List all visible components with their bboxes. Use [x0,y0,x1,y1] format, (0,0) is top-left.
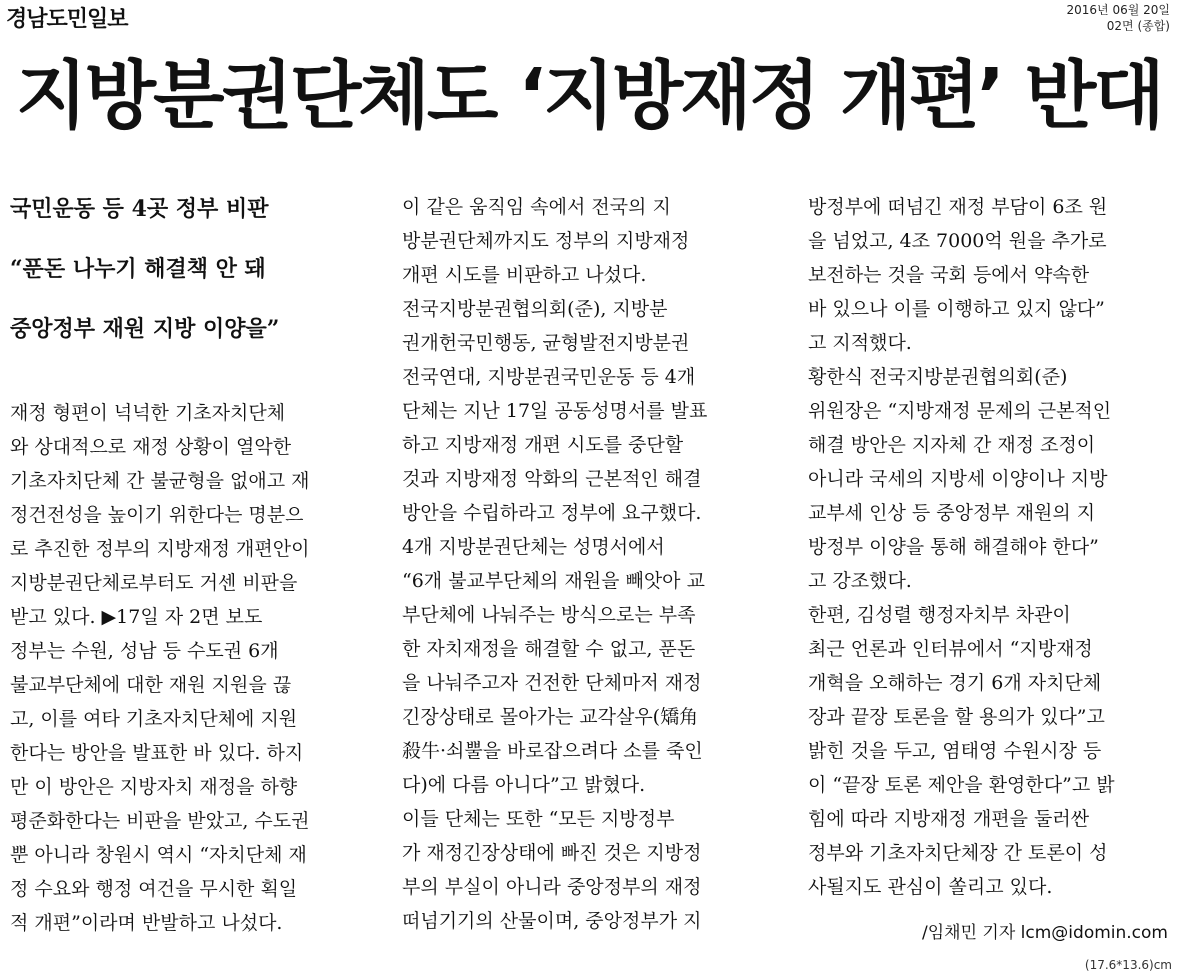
text-line: 부단체에 나눠주는 방식으로는 부족 [402,604,696,626]
text-line: 가 재정긴장상태에 빠진 것은 지방정 [402,842,702,864]
text-line: 방안을 수립하라고 정부에 요구했다. [402,502,702,524]
text-line: 정건전성을 높이기 위한다는 명분으 [10,504,304,526]
text-line: 바 있으나 이를 이행하고 있지 않다” [808,298,1105,320]
page-section: 02면 (종합) [1106,19,1170,33]
text-line: 4개 지방분권단체는 성명서에서 [402,536,665,558]
text-line: 이 “끝장 토론 제안을 환영한다”고 밝 [808,774,1115,796]
body-column-left [10,396,372,940]
text-line: 권개헌국민행동, 균형발전지방분권 [402,332,690,354]
body-column-middle [402,190,774,938]
text-line: 위원장은 “지방재정 문제의 근본적인 [808,400,1112,422]
subhead-2: “푼돈 나누기 해결책 안 돼 [10,256,266,282]
text-line: 하고 지방재정 개편 시도를 중단할 [402,434,684,456]
text-line: 해결 방안은 지자체 간 재정 조정이 [808,434,1096,456]
text-line: 불교부단체에 대한 재원 지원을 끊 [10,674,292,696]
text-line: 정 수요와 행정 여건을 무시한 획일 [10,878,298,900]
text-line: 한 자치재정을 해결할 수 없고, 푼돈 [402,638,696,660]
text-line: 부의 부실이 아니라 중앙정부의 재정 [402,876,702,898]
text-line: 교부세 인상 등 중앙정부 재원의 지 [808,502,1096,524]
byline: /임채민 기자 lcm@idomin.com [922,923,1168,943]
body-column-right [808,190,1172,904]
text-line: “6개 불교부단체의 재원을 빼앗아 교 [402,570,705,592]
text-line: 한다는 방안을 발표한 바 있다. 하지 [10,742,304,764]
text-line: 고 지적했다. [808,332,912,354]
text-line: 것과 지방재정 악화의 근본적인 해결 [402,468,702,490]
publication-date: 2016년 06월 20일 [1066,3,1170,17]
text-line: 전국지방분권협의회(준), 지방분 [402,298,668,320]
text-line: 최근 언론과 인터뷰에서 “지방재정 [808,638,1093,660]
text-line: 방분권단체까지도 정부의 지방재정 [402,230,690,252]
text-line: 힘에 따라 지방재정 개편을 둘러싼 [808,808,1090,830]
text-line: 재정 형편이 넉넉한 기초자치단체 [10,402,286,424]
text-line: 받고 있다. ▶17일 자 2면 보도 [10,606,263,628]
text-line: 이 같은 움직임 속에서 전국의 지 [402,196,671,218]
text-line: 떠넘기기의 산물이며, 중앙정부가 지 [402,910,702,932]
dateline [1067,2,1170,34]
text-line: 적 개편”이라며 반발하고 나섰다. [10,912,283,934]
text-line: 와 상대적으로 재정 상황이 열악한 [10,436,292,458]
text-line: 기초자치단체 간 불균형을 없애고 재 [10,470,310,492]
text-line: 한편, 김성렬 행정자치부 차관이 [808,604,1071,626]
text-line: 개혁을 오해하는 경기 6개 자치단체 [808,672,1102,694]
text-line: 만 이 방안은 지방자치 재정을 하향 [10,776,298,798]
text-line: 로 추진한 정부의 지방재정 개편안이 [10,538,310,560]
text-line: 정부는 수원, 성남 등 수도권 6개 [10,640,279,662]
text-line: 긴장상태로 몰아가는 교각살우(矯角 [402,706,699,728]
text-line: 을 넘었고, 4조 7000억 원을 추가로 [808,230,1107,252]
text-line: 정부와 기초자치단체장 간 토론이 성 [808,842,1108,864]
text-line: 평준화한다는 비판을 받았고, 수도권 [10,810,310,832]
article-size-note: (17.6*13.6)cm [1084,958,1172,972]
masthead-logo: 경남도민일보 [6,7,128,32]
text-line: 방정부에 떠넘긴 재정 부담이 6조 원 [808,196,1108,218]
text-line: 지방분권단체로부터도 거센 비판을 [10,572,298,594]
headline: 지방분권단체도 ‘지방재정 개편’ 반대 [16,53,1162,139]
text-line: 을 나눠주고자 건전한 단체마저 재정 [402,672,702,694]
text-line: 고 강조했다. [808,570,912,592]
text-line: 단체는 지난 17일 공동성명서를 발표 [402,400,708,422]
subhead-1: 국민운동 등 4곳 정부 비판 [10,196,269,222]
text-line: 밝힌 것을 두고, 염태영 수원시장 등 [808,740,1102,762]
text-line: 개편 시도를 비판하고 나섰다. [402,264,647,286]
text-line: 뿐 아니라 창원시 역시 “자치단체 재 [10,844,307,866]
text-line: 전국연대, 지방분권국민운동 등 4개 [402,366,696,388]
text-line: 다)에 다름 아니다”고 밝혔다. [402,774,646,796]
text-line: 황한식 전국지방분권협의회(준) [808,366,1068,388]
text-line: 보전하는 것을 국회 등에서 약속한 [808,264,1090,286]
text-line: 장과 끝장 토론을 할 용의가 있다”고 [808,706,1105,728]
text-line: 殺牛·쇠뿔을 바로잡으려다 소를 죽인 [402,740,703,762]
text-line: 아니라 국세의 지방세 이양이나 지방 [808,468,1108,490]
text-line: 고, 이를 여타 기초자치단체에 지원 [10,708,298,730]
subhead-3: 중앙정부 재원 지방 이양을” [10,316,280,342]
text-line: 방정부 이양을 통해 해결해야 한다” [808,536,1099,558]
text-line: 이들 단체는 또한 “모든 지방정부 [402,808,675,830]
text-line: 사될지도 관심이 쏠리고 있다. [808,876,1053,898]
